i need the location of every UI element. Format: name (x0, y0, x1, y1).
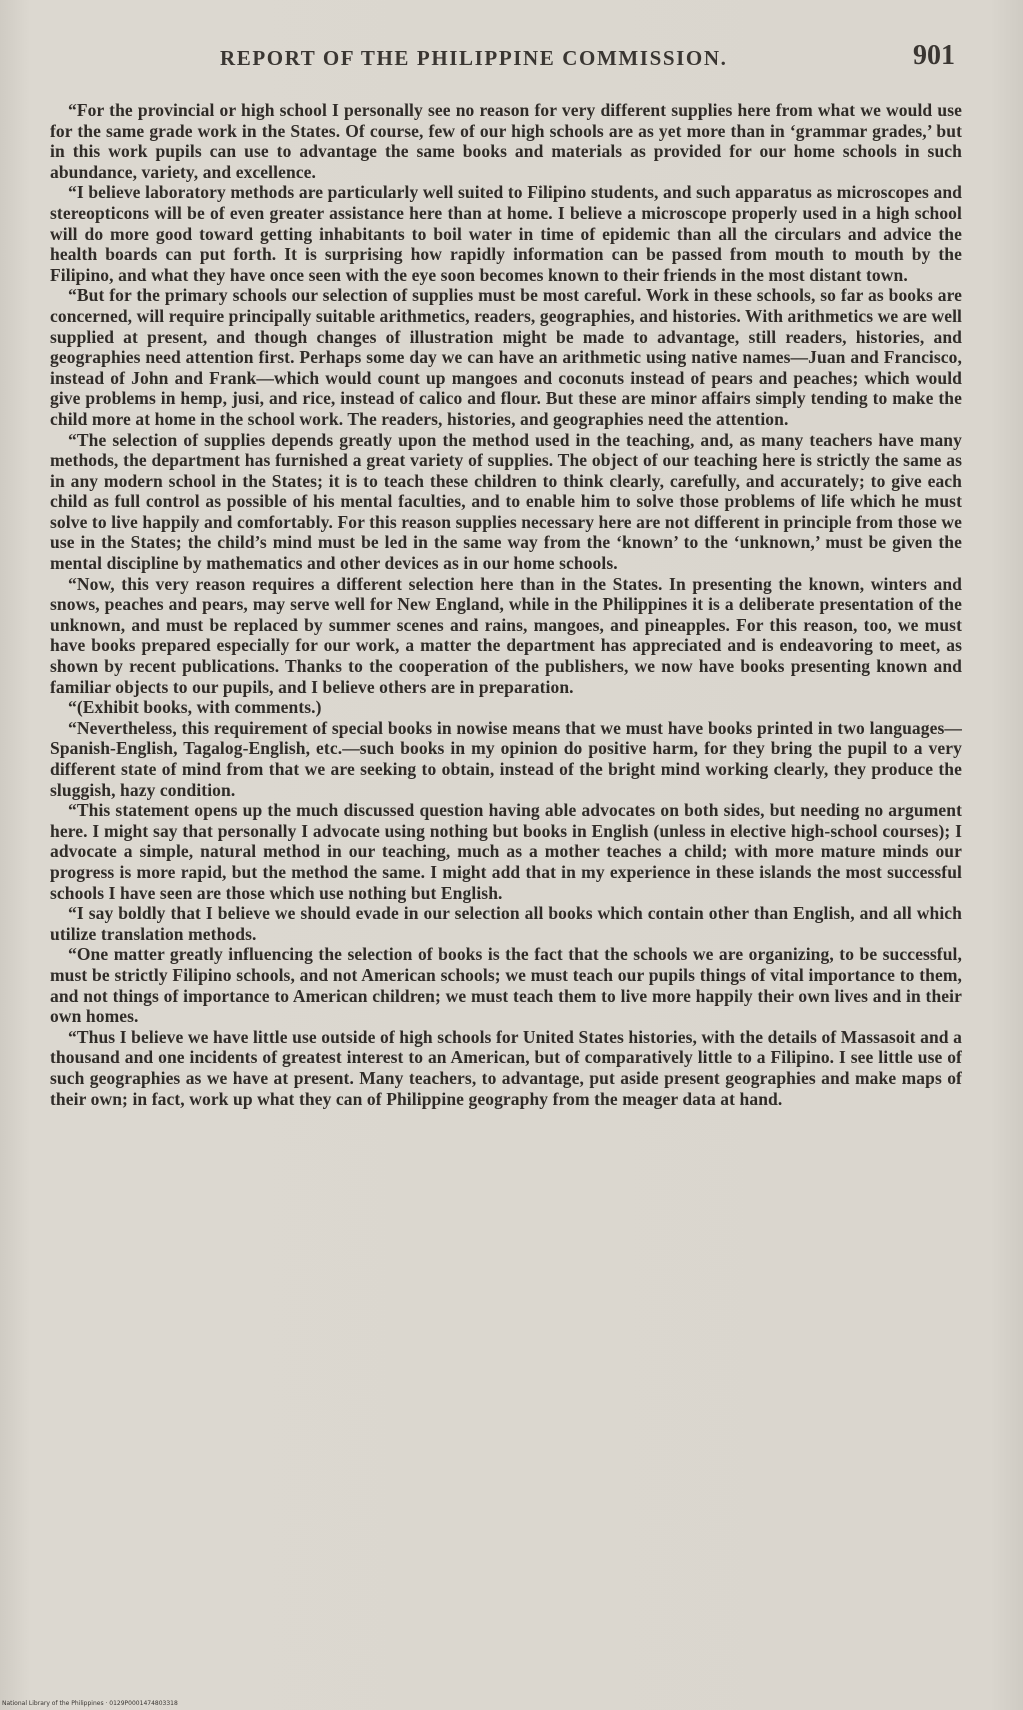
paragraph-different-selection: “Now, this very reason requires a different selection here than in the States. In presenting the known, winters and snows, peaches and pears, may serve well for New England, while in the Philippines it is a deliberate presentation of the unknown, and must be replaced by summer scenes and rains, mangoes, and pineapples. For this reason, too, we must have books prepared especially for our work, a matter the department has appreciated and is endeavoring to meet, as shown by recent publications. Thanks to the cooperation of the publishers, we now have books presenting known and familiar objects to our pupils, and I believe others are in preparation. (50, 573, 962, 697)
page-number: 901 (913, 40, 955, 71)
paragraph-filipino-schools: “One matter greatly influencing the selection of books is the fact that the schools we are organizing, to be successful, must be strictly Filipino schools, and not American schools; we must teach our pupils things of vital importance to them, and not things of importance to American children; we must teach them to live more happily their own lives and in their own homes. (50, 944, 962, 1027)
page-header (50, 40, 955, 80)
paragraph-laboratory-methods: “I believe laboratory methods are particularly well suited to Filipino students, and such apparatus as microscopes and stereopticons will be of even greater assistance here than at home. I believe a microscope properly used in a high school will do more good toward getting inhabitants to boil water in time of epidemic than all the circulars and advice the health boards can put forth. It is surprising how rapidly information can be passed from mouth to mouth by the Filipino, and what they have once seen with the eye soon becomes known to their friends in the most distant town. (50, 182, 962, 285)
paragraph-special-books: “Nevertheless, this requirement of special books in nowise means that we must have books printed in two languages—Spanish-English, Tagalog-English, etc.—such books in my opinion do positive harm, for they bring the pupil to a very different state of mind from that we are seeking to obtain, instead of the bright mind working clearly, they produce the sluggish, hazy condition. (50, 717, 962, 800)
paragraph-english-only: “This statement opens up the much discussed question having able advocates on both sides, but needing no argument here. I might say that personally I advocate using nothing but books in English (unless in elective high-school courses); I advocate a simple, natural method in our teaching, much as a mother teaches a child; with more mature minds our progress is more rapid, but the method the same. I might add that in my experience in these islands the most successful schools I have seen are those which use nothing but English. (50, 800, 962, 903)
scan-watermark: National Library of the Philippines · 0129P0001474803318 (2, 1700, 178, 1707)
paragraph-high-school: “For the provincial or high school I personally see no reason for very different supplies here from what we would use for the same grade work in the States. Of course, few of our high schools are as yet more than in ‘grammar grades,’ but in this work pupils can use to advantage the same books and materials as provided for our home schools in such abundance, variety, and excellence. (50, 100, 962, 182)
paragraph-histories-geographies: “Thus I believe we have little use outside of high schools for United States histories, with the details of Massasoit and a thousand and one incidents of greatest interest to an American, but of comparatively little to a Filipino. I see little use of such geographies as we have at present. Many teachers, to advantage, put aside present geographies and make maps of their own; in fact, work up what they can of Philippine geography from the meager data at hand. (50, 1026, 962, 1109)
paragraph-exhibit-books: “(Exhibit books, with comments.) (68, 697, 322, 718)
body-text (50, 100, 962, 1109)
running-title: REPORT OF THE PHILIPPINE COMMISSION. (220, 46, 728, 70)
paragraph-evade-translation: “I say boldly that I believe we should evade in our selection all books which contain other than English, and all which utilize translation methods. (50, 903, 962, 944)
paragraph-selection-of-supplies: “The selection of supplies depends greatly upon the method used in the teaching, and, as many teachers have many methods, the department has furnished a great variety of supplies. The object of our teaching here is strictly the same as in any modern school in the States; it is to teach these children to think clearly, carefully, and accurately; to give each child as full control as possible of his mental faculties, and to enable him to solve those problems of life which he must solve to live happily and comfortably. For this reason supplies necessary here are not different in principle from those we use in the States; the child’s mind must be led in the same way from the ‘known’ to the ‘unknown,’ must be given the mental discipline by mathematics and other devices as in our home schools. (50, 429, 962, 574)
paragraph-primary-schools: “But for the primary schools our selection of supplies must be most careful. Work in these schools, so far as books are concerned, will require principally suitable arithmetics, readers, geographies, and histories. With arithmetics we are well supplied at present, and though changes of illustration might be made to advantage, still readers, histories, and geographies need attention first. Perhaps some day we can have an arithmetic using native names—Juan and Francisco, instead of John and Frank—which would count up mangoes and coconuts instead of pears and peaches; which would give problems in hemp, jusi, and rice, instead of calico and flour. But these are minor affairs simply tending to make the child more at home in the school work. The readers, histories, and geographies need the attention. (50, 285, 963, 429)
